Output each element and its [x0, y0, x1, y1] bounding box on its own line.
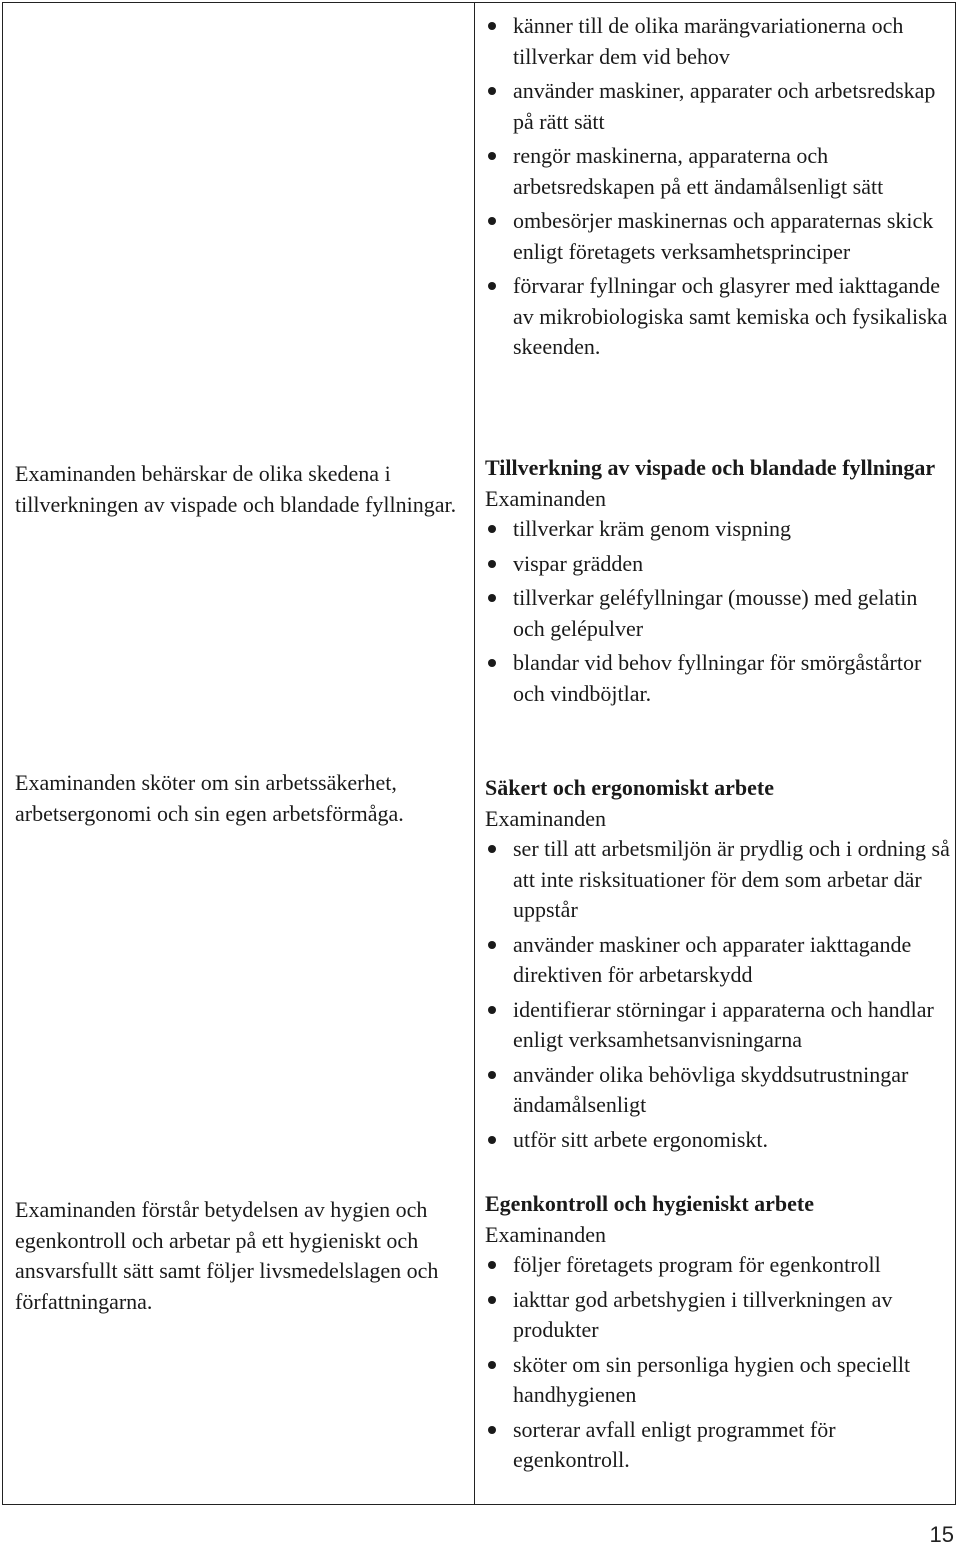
section-title: Säkert och ergonomiskt arbete [485, 775, 775, 800]
list-item: identifierar störningar i apparaterna och handlar enligt verksamhetsanvisningarna [485, 995, 950, 1056]
section-self-control-hygiene [485, 1189, 950, 1480]
list-item: tillverkar kräm genom vispning [485, 514, 950, 545]
target-column [3, 3, 475, 1504]
list-item: ombesörjer maskinernas och apparaternas skick enligt företagets verksamhetsprinciper [485, 206, 950, 267]
section-filling-production [485, 453, 950, 713]
list-item: känner till de olika marängvariationerna och tillverkar dem vid behov [485, 11, 950, 72]
section-safe-ergonomic-work [485, 773, 950, 1159]
page-number: 15 [929, 1522, 954, 1547]
list-item: blandar vid behov fyllningar för smörgåstårtor och vindböjtlar. [485, 648, 950, 709]
section-bullet-list [485, 834, 950, 1155]
list-item: iakttar god arbetshygien i tillverkningen av produkter [485, 1285, 950, 1346]
list-item: ser till att arbetsmiljön är prydlig och i ordning så att inte risksituationer för dem som arbetar där uppstår [485, 834, 950, 926]
list-item: sköter om sin personliga hygien och speciellt handhygienen [485, 1350, 950, 1411]
target-filling-production: Examinanden behärskar de olika skedena i tillverkningen av vispade och blandade fyllningar. [15, 461, 457, 517]
list-item: förvarar fyllningar och glasyrer med iakttagande av mikrobiologiska samt kemiska och fysikaliska skeenden. [485, 271, 950, 363]
criteria-column [475, 3, 955, 1504]
section-bullet-list [485, 514, 950, 709]
top-list-block [485, 11, 950, 367]
list-item: tillverkar geléfyllningar (mousse) med gelatin och gelépulver [485, 583, 950, 644]
target-hygiene: Examinanden förstår betydelsen av hygien och egenkontroll och arbetar på ett hygieniskt och ansvarsfullt sätt samt följer livsmedelslagen och författningarna. [15, 1197, 439, 1314]
top-bullet-list [485, 11, 950, 363]
list-item: utför sitt arbete ergonomiskt. [485, 1125, 950, 1156]
section-title: Egenkontroll och hygieniskt arbete [485, 1191, 815, 1216]
list-item: använder olika behövliga skyddsutrustningar ändamålsenligt [485, 1060, 950, 1121]
criteria-table [2, 2, 956, 1505]
list-item: vispar grädden [485, 549, 950, 580]
list-item: rengör maskinerna, apparaterna och arbetsredskapen på ett ändamålsenligt sätt [485, 141, 950, 202]
section-title: Tillverkning av vispade och blandade fyllningar [485, 455, 936, 480]
list-item: följer företagets program för egenkontroll [485, 1250, 950, 1281]
section-bullet-list [485, 1250, 950, 1476]
target-work-safety: Examinanden sköter om sin arbetssäkerhet, arbetsergonomi och sin egen arbetsförmåga. [15, 770, 404, 826]
section-subject: Examinanden [485, 485, 606, 511]
section-subject: Examinanden [485, 805, 606, 831]
list-item: använder maskiner, apparater och arbetsredskap på rätt sätt [485, 76, 950, 137]
list-item: använder maskiner och apparater iakttagande direktiven för arbetarskydd [485, 930, 950, 991]
section-subject: Examinanden [485, 1221, 606, 1247]
list-item: sorterar avfall enligt programmet för egenkontroll. [485, 1415, 950, 1476]
